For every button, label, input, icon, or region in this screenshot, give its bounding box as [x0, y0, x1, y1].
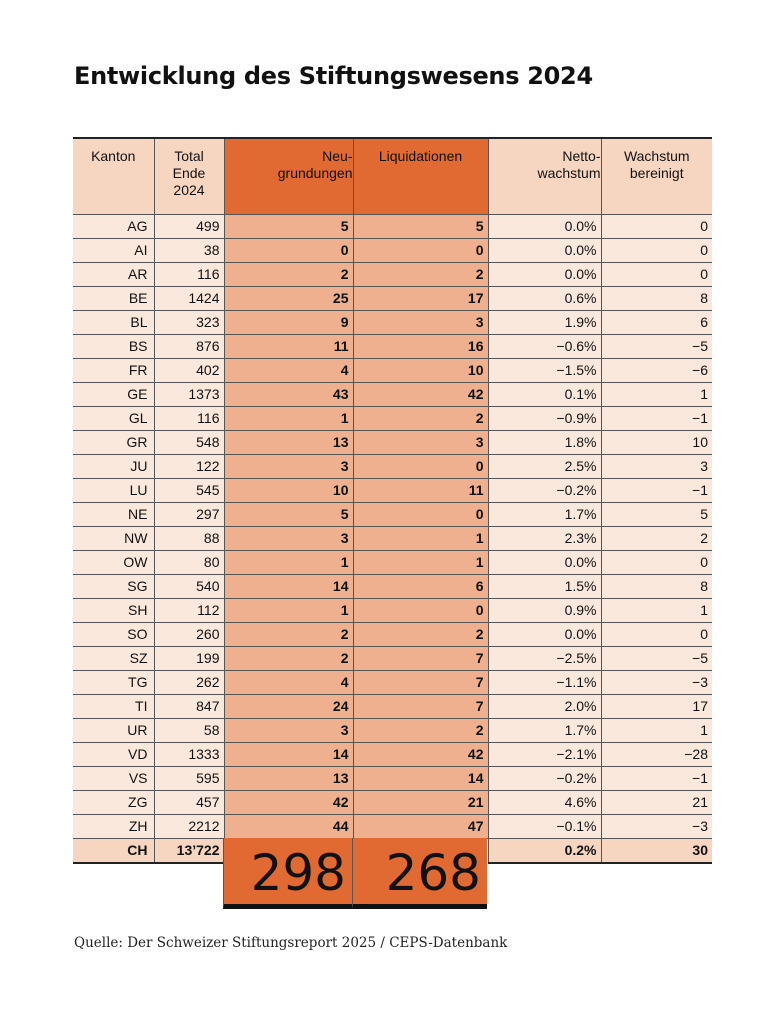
cell-kanton: FR [73, 358, 154, 382]
table-row [73, 574, 712, 598]
cell-neugruendungen: 1 [224, 598, 353, 622]
cell-nettowachstum: 1.8% [488, 430, 601, 454]
cell-liquidationen: 47 [353, 814, 488, 838]
cell-total: 88 [154, 526, 224, 550]
cell-neugruendungen: 14 [224, 574, 353, 598]
cell-kanton: JU [73, 454, 154, 478]
table-row [73, 262, 712, 286]
cell-wachstum-bereinigt: 1 [601, 718, 712, 742]
cell-kanton: NE [73, 502, 154, 526]
cell-neugruendungen: 2 [224, 646, 353, 670]
cell-nettowachstum: 0.0% [488, 550, 601, 574]
cell-liquidationen: 1 [353, 550, 488, 574]
cell-total: 545 [154, 478, 224, 502]
cell-nettowachstum: −0.6% [488, 334, 601, 358]
cell-total: 116 [154, 262, 224, 286]
table-row [73, 814, 712, 838]
cell-wachstum-bereinigt: 0 [601, 262, 712, 286]
cell-total: 1333 [154, 742, 224, 766]
cell-liquidationen: 10 [353, 358, 488, 382]
table-row [73, 550, 712, 574]
cell-liquidationen: 2 [353, 406, 488, 430]
cell-nettowachstum: −1.1% [488, 670, 601, 694]
header-wachstum-bereinigt [601, 138, 712, 214]
table-row [73, 430, 712, 454]
cell-nettowachstum: −0.2% [488, 478, 601, 502]
cell-kanton: ZG [73, 790, 154, 814]
cell-neugruendungen: 1 [224, 406, 353, 430]
header-total-ende-2024 [154, 138, 224, 214]
cell-nettowachstum: 0.1% [488, 382, 601, 406]
cell-total: 402 [154, 358, 224, 382]
total-wachstum-bereinigt: 30 [601, 838, 712, 863]
table-row [73, 694, 712, 718]
cell-nettowachstum: 0.0% [488, 238, 601, 262]
cell-liquidationen: 1 [353, 526, 488, 550]
cell-wachstum-bereinigt: −3 [601, 814, 712, 838]
cell-liquidationen: 17 [353, 286, 488, 310]
cell-wachstum-bereinigt: 0 [601, 214, 712, 238]
cell-neugruendungen: 5 [224, 502, 353, 526]
cell-wachstum-bereinigt: −28 [601, 742, 712, 766]
cell-nettowachstum: 1.7% [488, 502, 601, 526]
cell-wachstum-bereinigt: 1 [601, 382, 712, 406]
cell-total: 457 [154, 790, 224, 814]
cell-liquidationen: 42 [353, 742, 488, 766]
cell-wachstum-bereinigt: 1 [601, 598, 712, 622]
cell-total: 262 [154, 670, 224, 694]
cell-kanton: SO [73, 622, 154, 646]
cell-total: 499 [154, 214, 224, 238]
table-row [73, 598, 712, 622]
cell-liquidationen: 7 [353, 670, 488, 694]
cell-wachstum-bereinigt: 17 [601, 694, 712, 718]
table-row [73, 766, 712, 790]
cell-nettowachstum: −0.1% [488, 814, 601, 838]
cell-liquidationen: 2 [353, 262, 488, 286]
cell-total: 548 [154, 430, 224, 454]
cell-total: 540 [154, 574, 224, 598]
cell-liquidationen: 0 [353, 238, 488, 262]
cell-kanton: AG [73, 214, 154, 238]
cell-total: 2212 [154, 814, 224, 838]
cell-total: 1373 [154, 382, 224, 406]
cell-total: 260 [154, 622, 224, 646]
total-kanton: CH [73, 838, 154, 863]
cell-wachstum-bereinigt: 8 [601, 286, 712, 310]
table-row [73, 622, 712, 646]
cell-kanton: UR [73, 718, 154, 742]
cell-kanton: BE [73, 286, 154, 310]
cell-total: 38 [154, 238, 224, 262]
source-note: Quelle: Der Schweizer Stiftungsreport 2025 / CEPS-Datenbank [74, 935, 508, 951]
cell-kanton: LU [73, 478, 154, 502]
cell-nettowachstum: −2.1% [488, 742, 601, 766]
cell-kanton: VS [73, 766, 154, 790]
header-neugruendungen [224, 138, 353, 214]
cell-liquidationen: 42 [353, 382, 488, 406]
cell-wachstum-bereinigt: −5 [601, 646, 712, 670]
cell-liquidationen: 6 [353, 574, 488, 598]
cell-total: 80 [154, 550, 224, 574]
cell-liquidationen: 0 [353, 454, 488, 478]
cell-total: 112 [154, 598, 224, 622]
header-line: bereinigt [629, 165, 684, 181]
header-line: Netto- [562, 148, 601, 164]
table-row [73, 334, 712, 358]
cell-wachstum-bereinigt: 3 [601, 454, 712, 478]
cell-neugruendungen: 5 [224, 214, 353, 238]
cell-liquidationen: 14 [353, 766, 488, 790]
table-row [73, 358, 712, 382]
table-row [73, 214, 712, 238]
cell-kanton: OW [73, 550, 154, 574]
cell-liquidationen: 0 [353, 502, 488, 526]
cell-wachstum-bereinigt: −1 [601, 766, 712, 790]
cell-neugruendungen: 3 [224, 718, 353, 742]
table-body [73, 214, 712, 863]
table-row [73, 310, 712, 334]
table-row [73, 742, 712, 766]
cell-neugruendungen: 3 [224, 526, 353, 550]
cell-wachstum-bereinigt: 5 [601, 502, 712, 526]
cell-wachstum-bereinigt: 0 [601, 622, 712, 646]
cell-total: 199 [154, 646, 224, 670]
cell-kanton: AR [73, 262, 154, 286]
page-title: Entwicklung des Stiftungswesens 2024 [74, 62, 593, 90]
cell-total: 58 [154, 718, 224, 742]
cell-neugruendungen: 4 [224, 670, 353, 694]
cell-liquidationen: 2 [353, 622, 488, 646]
cell-nettowachstum: 1.5% [488, 574, 601, 598]
cell-neugruendungen: 2 [224, 262, 353, 286]
cell-wachstum-bereinigt: −1 [601, 478, 712, 502]
cell-neugruendungen: 14 [224, 742, 353, 766]
cell-wachstum-bereinigt: 21 [601, 790, 712, 814]
cell-wachstum-bereinigt: 8 [601, 574, 712, 598]
table-row [73, 718, 712, 742]
cell-nettowachstum: 0.0% [488, 622, 601, 646]
header-line: Total [174, 148, 204, 164]
header-line: Kanton [91, 148, 136, 164]
cell-kanton: NW [73, 526, 154, 550]
cell-wachstum-bereinigt: 10 [601, 430, 712, 454]
cell-nettowachstum: −2.5% [488, 646, 601, 670]
cell-nettowachstum: 2.0% [488, 694, 601, 718]
cell-wachstum-bereinigt: 6 [601, 310, 712, 334]
cell-nettowachstum: 0.0% [488, 262, 601, 286]
table-row [73, 526, 712, 550]
cell-total: 847 [154, 694, 224, 718]
header-line: Wachstum [623, 148, 690, 164]
cell-kanton: SH [73, 598, 154, 622]
table-header-row [73, 138, 712, 214]
cell-nettowachstum: −0.9% [488, 406, 601, 430]
header-line: grundungen [277, 165, 353, 181]
cell-neugruendungen: 3 [224, 454, 353, 478]
table-row [73, 646, 712, 670]
cell-liquidationen: 11 [353, 478, 488, 502]
cell-kanton: SG [73, 574, 154, 598]
table-row [73, 454, 712, 478]
cell-neugruendungen: 44 [224, 814, 353, 838]
cell-neugruendungen: 10 [224, 478, 353, 502]
header-liquidationen [353, 138, 488, 214]
cell-kanton: TI [73, 694, 154, 718]
cell-liquidationen: 2 [353, 718, 488, 742]
total-nettowachstum: 0.2% [488, 838, 601, 863]
cell-wachstum-bereinigt: −3 [601, 670, 712, 694]
table-row [73, 286, 712, 310]
cell-nettowachstum: 4.6% [488, 790, 601, 814]
cell-neugruendungen: 2 [224, 622, 353, 646]
header-line: Ende [172, 165, 206, 181]
cell-neugruendungen: 4 [224, 358, 353, 382]
table-row [73, 382, 712, 406]
cell-nettowachstum: 1.9% [488, 310, 601, 334]
cell-neugruendungen: 43 [224, 382, 353, 406]
cell-nettowachstum: 0.0% [488, 214, 601, 238]
cell-wachstum-bereinigt: −5 [601, 334, 712, 358]
header-line: Neu- [322, 148, 353, 164]
cell-liquidationen: 16 [353, 334, 488, 358]
cell-nettowachstum: −1.5% [488, 358, 601, 382]
table-row [73, 670, 712, 694]
header-nettowachstum [488, 138, 601, 214]
cell-nettowachstum: 0.6% [488, 286, 601, 310]
statistics-table [73, 137, 712, 864]
cell-neugruendungen: 42 [224, 790, 353, 814]
cell-total: 116 [154, 406, 224, 430]
cell-kanton: GE [73, 382, 154, 406]
header-line: Liquidationen [378, 148, 463, 164]
cell-total: 876 [154, 334, 224, 358]
cell-neugruendungen: 13 [224, 430, 353, 454]
cell-kanton: BL [73, 310, 154, 334]
cell-neugruendungen: 1 [224, 550, 353, 574]
cell-liquidationen: 0 [353, 598, 488, 622]
header-line: wachstum [537, 165, 601, 181]
cell-kanton: GL [73, 406, 154, 430]
cell-total: 1424 [154, 286, 224, 310]
cell-neugruendungen: 24 [224, 694, 353, 718]
cell-neugruendungen: 11 [224, 334, 353, 358]
total-neugruendungen-big: 298 [223, 838, 352, 909]
cell-nettowachstum: 2.5% [488, 454, 601, 478]
table-row [73, 502, 712, 526]
cell-kanton: BS [73, 334, 154, 358]
cell-liquidationen: 3 [353, 310, 488, 334]
cell-wachstum-bereinigt: 2 [601, 526, 712, 550]
table-row [73, 478, 712, 502]
cell-liquidationen: 7 [353, 694, 488, 718]
cell-wachstum-bereinigt: −1 [601, 406, 712, 430]
table-row [73, 790, 712, 814]
cell-kanton: ZH [73, 814, 154, 838]
cell-total: 122 [154, 454, 224, 478]
cell-wachstum-bereinigt: −6 [601, 358, 712, 382]
cell-total: 595 [154, 766, 224, 790]
table-row [73, 238, 712, 262]
cell-nettowachstum: 2.3% [488, 526, 601, 550]
cell-neugruendungen: 9 [224, 310, 353, 334]
cell-liquidationen: 21 [353, 790, 488, 814]
total-total: 13’722 [154, 838, 224, 863]
cell-liquidationen: 5 [353, 214, 488, 238]
cell-wachstum-bereinigt: 0 [601, 550, 712, 574]
cell-kanton: GR [73, 430, 154, 454]
cell-liquidationen: 7 [353, 646, 488, 670]
cell-nettowachstum: 0.9% [488, 598, 601, 622]
header-line: 2024 [173, 182, 205, 198]
cell-nettowachstum: −0.2% [488, 766, 601, 790]
cell-neugruendungen: 0 [224, 238, 353, 262]
cell-kanton: VD [73, 742, 154, 766]
cell-nettowachstum: 1.7% [488, 718, 601, 742]
cell-kanton: AI [73, 238, 154, 262]
cell-neugruendungen: 25 [224, 286, 353, 310]
cell-neugruendungen: 13 [224, 766, 353, 790]
cell-liquidationen: 3 [353, 430, 488, 454]
cell-kanton: TG [73, 670, 154, 694]
header-kanton [73, 138, 154, 214]
table-row [73, 406, 712, 430]
cell-total: 323 [154, 310, 224, 334]
total-liquidationen-big: 268 [352, 838, 487, 909]
cell-wachstum-bereinigt: 0 [601, 238, 712, 262]
cell-total: 297 [154, 502, 224, 526]
cell-kanton: SZ [73, 646, 154, 670]
